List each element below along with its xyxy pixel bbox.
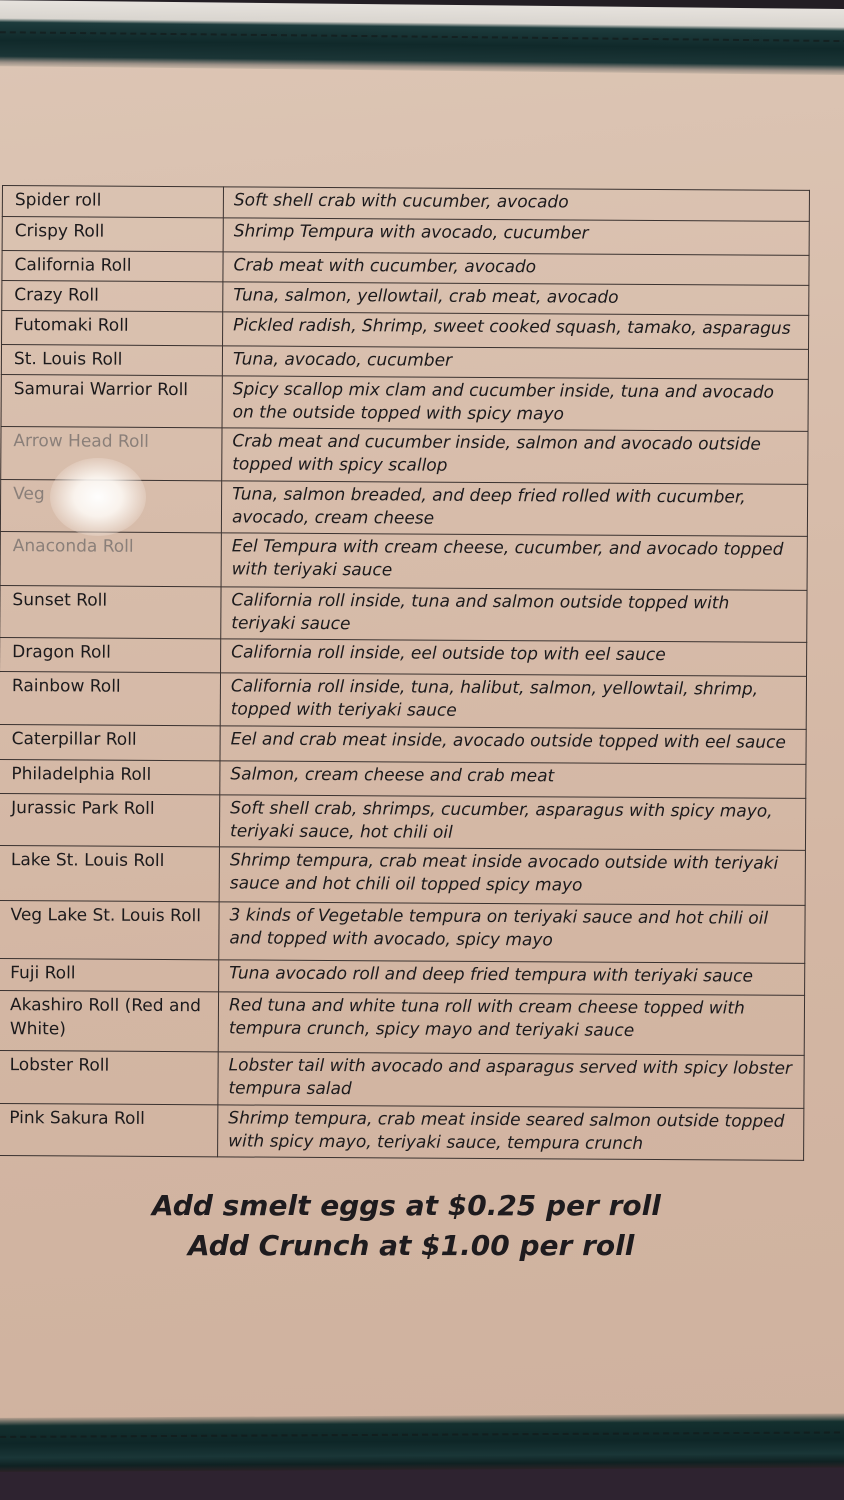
roll-description: Shrimp tempura, crab meat inside seared salmon outside topped with spicy mayo, teriyaki sauce, tempura crunch [218,1105,804,1161]
table-row [2,311,809,350]
roll-description: Crab meat and cucumber inside, salmon and avocado outside topped with spicy scallop [222,428,808,485]
roll-name: St. Louis Roll [1,345,222,376]
table-row [0,990,805,1055]
roll-name: Veg [0,479,221,532]
roll-name: Dragon Roll [0,637,221,672]
table-row [1,345,808,380]
table-row [1,426,808,484]
table-row [0,585,807,642]
table-row [0,479,807,536]
roll-name: Jurassic Park Roll [0,793,220,846]
roll-name: Rainbow Roll [0,671,221,725]
roll-description: Tuna, salmon, yellowtail, crab meat, avocado [223,282,809,316]
table-row [0,1103,804,1160]
sushi-roll-table [0,185,810,1161]
binder-bottom-edge [0,1413,844,1472]
roll-description: Soft shell crab, shrimps, cucumber, asparagus with spicy mayo, teriyaki sauce, hot chili oil [219,795,805,851]
table-row [2,186,809,222]
roll-name: Lake St. Louis Roll [0,845,219,901]
roll-description: Eel Tempura with cream cheese, cucumber, and avocado topped with teriyaki sauce [221,533,807,591]
roll-name: Spider roll [2,186,223,218]
table-row [1,374,808,431]
roll-description: California roll inside, tuna, halibut, salmon, yellowtail, shrimp, topped with teriyaki sauce [220,673,806,730]
roll-description: Crab meat with cucumber, avocado [223,252,809,286]
table-row [0,958,805,995]
addon-crunch: Add Crunch at $1.00 per roll [188,1229,635,1262]
roll-name: California Roll [2,251,223,282]
roll-name: Veg Lake St. Louis Roll [0,900,219,959]
addon-smelt-eggs: Add smelt eggs at $0.25 per roll [152,1189,661,1222]
roll-description: California roll inside, tuna and salmon outside topped with teriyaki sauce [221,587,807,643]
roll-name: Pink Sakura Roll [0,1103,218,1156]
roll-name: Crispy Roll [2,217,223,252]
roll-description: Shrimp Tempura with avocado, cucumber [223,218,809,256]
roll-description: Lobster tail with avocado and asparagus served with spicy lobster tempura salad [218,1052,804,1109]
table-row [0,724,806,764]
roll-description: Eel and crab meat inside, avocado outside topped with eel sauce [220,726,806,765]
table-row [0,531,807,590]
table-row [2,251,809,286]
table-row [0,637,807,676]
roll-description: California roll inside, eel outside top with eel sauce [221,639,807,677]
roll-description: 3 kinds of Vegetable tempura on teriyaki sauce and hot chili oil and topped with avocado, spicy mayo [219,902,805,964]
table-row [0,671,807,729]
roll-description: Salmon, cream cheese and crab meat [220,761,806,799]
table-row [2,217,809,256]
roll-name: Sunset Roll [0,585,221,638]
roll-name: Philadelphia Roll [0,759,220,794]
roll-name: Lobster Roll [0,1050,218,1104]
roll-description: Tuna avocado roll and deep fried tempura with teriyaki sauce [219,960,805,996]
binder-top-edge [0,0,844,75]
roll-description: Tuna, salmon breaded, and deep fried rolled with cucumber, avocado, cream cheese [221,481,807,537]
roll-description: Spicy scallop mix clam and cucumber inside, tuna and avocado on the outside topped with spicy mayo [222,376,808,432]
table-row [0,759,806,798]
roll-name: Arrow Head Roll [1,426,222,480]
roll-name: Caterpillar Roll [0,724,220,760]
roll-name: Futomaki Roll [2,311,223,346]
roll-name: Samurai Warrior Roll [1,374,222,427]
roll-name: Anaconda Roll [0,531,221,586]
roll-name: Fuji Roll [0,958,219,991]
table-row [0,793,806,850]
roll-description: Pickled radish, Shrimp, sweet cooked squash, tamako, asparagus [223,312,809,350]
roll-name: Crazy Roll [2,281,223,312]
roll-description: Tuna, avocado, cucumber [222,346,808,380]
table-row [2,281,809,316]
roll-description: Soft shell crab with cucumber, avocado [223,187,809,222]
roll-name: Akashiro Roll (Red and White) [0,990,219,1051]
roll-description: Shrimp tempura, crab meat inside avocado outside with teriyaki sauce and hot chili oil topped spicy mayo [219,847,805,906]
table-row [0,845,805,905]
table-row [0,900,805,963]
roll-description: Red tuna and white tuna roll with cream cheese topped with tempura crunch, spicy mayo and teriyaki sauce [218,992,804,1056]
table-row [0,1050,804,1108]
